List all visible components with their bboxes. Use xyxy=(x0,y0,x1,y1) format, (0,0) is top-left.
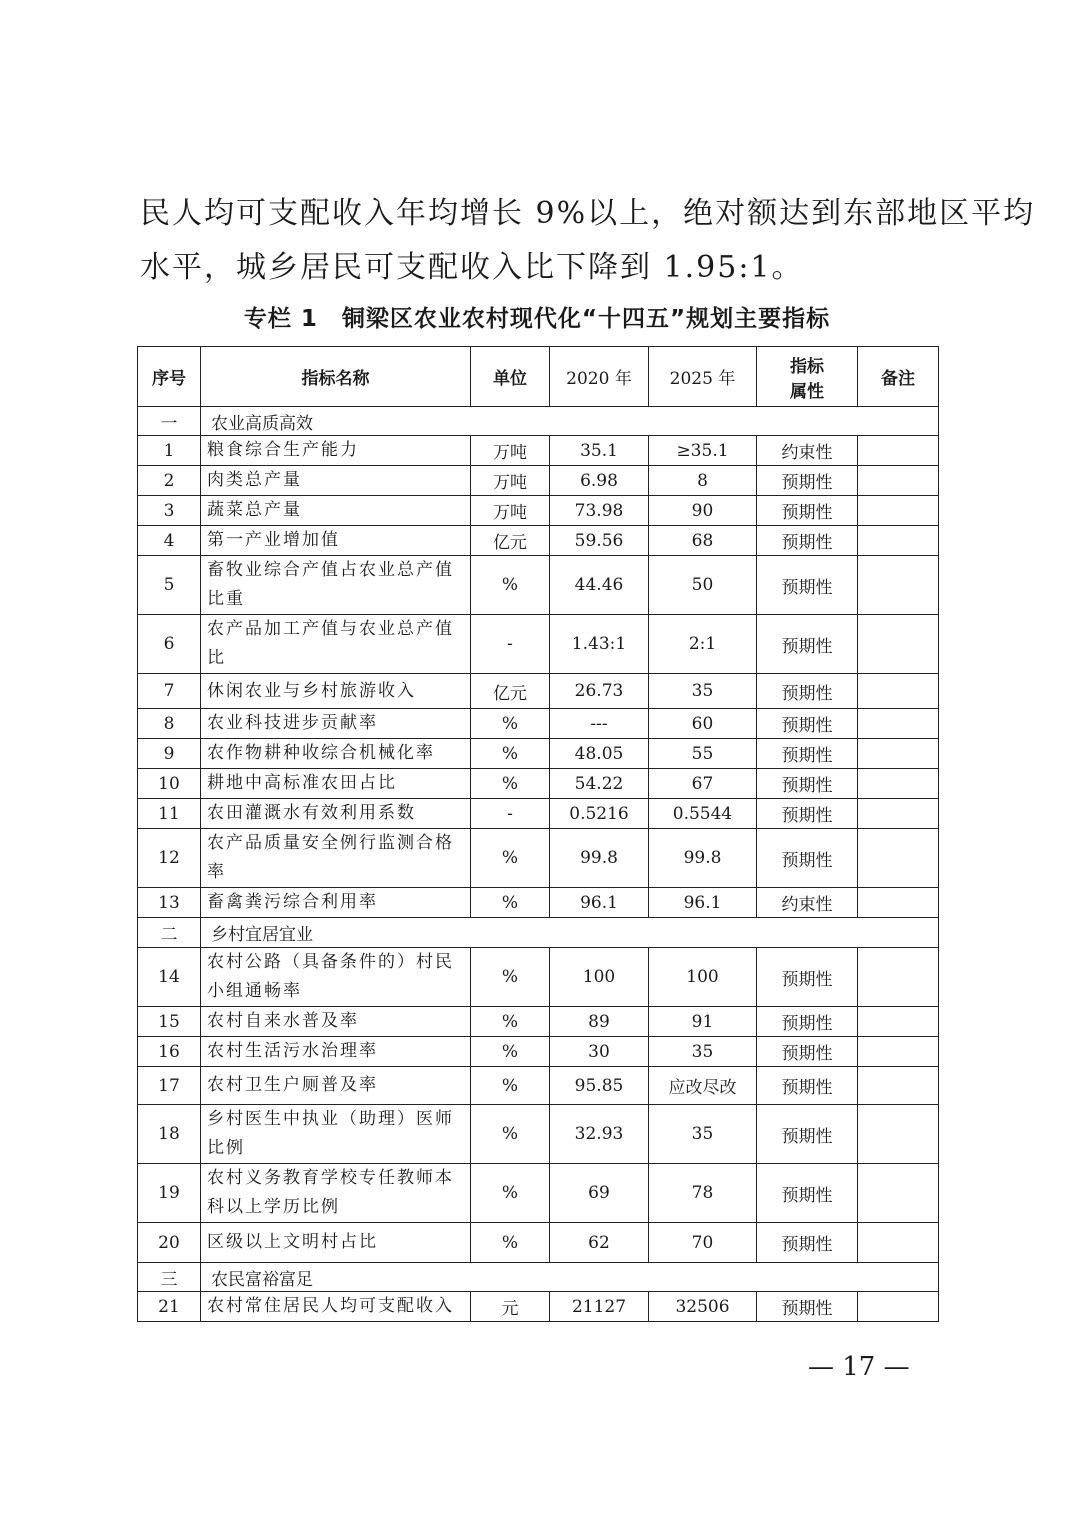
row-number: 15 xyxy=(138,1007,201,1037)
section-row xyxy=(138,918,939,948)
attribute-cell: 预期性 xyxy=(757,556,858,615)
attribute-cell: 预期性 xyxy=(757,466,858,496)
paragraph-line-2: 水平，城乡居民可支配收入比下降到 1.95:1。 xyxy=(140,250,804,285)
row-number: 10 xyxy=(138,769,201,799)
value-2025: 100 xyxy=(649,948,757,1007)
note-cell xyxy=(858,829,939,888)
table-row xyxy=(138,556,939,615)
unit-cell: % xyxy=(471,829,550,888)
indicator-name: 畜禽粪污综合利用率 xyxy=(201,888,471,918)
note-cell xyxy=(858,769,939,799)
attribute-cell: 预期性 xyxy=(757,1164,858,1223)
value-2025: ≥35.1 xyxy=(649,436,757,466)
header-2020: 2020 年 xyxy=(550,347,649,407)
paragraph-line-1: 民人均可支配收入年均增长 9%以上，绝对额达到东部地区平均 xyxy=(140,196,1036,231)
value-2025: 35 xyxy=(649,1037,757,1067)
attribute-cell: 预期性 xyxy=(757,769,858,799)
value-2020: 35.1 xyxy=(550,436,649,466)
header-attr xyxy=(757,347,858,407)
attribute-cell: 预期性 xyxy=(757,1037,858,1067)
intro-paragraph xyxy=(140,187,1036,295)
unit-cell: 亿元 xyxy=(471,526,550,556)
value-2020: 99.8 xyxy=(550,829,649,888)
unit-cell: 万吨 xyxy=(471,496,550,526)
table-row xyxy=(138,799,939,829)
indicator-name: 农产品加工产值与农业总产值比 xyxy=(201,615,471,674)
attribute-cell: 预期性 xyxy=(757,1223,858,1263)
note-cell xyxy=(858,1292,939,1322)
note-cell xyxy=(858,1223,939,1263)
section-row xyxy=(138,407,939,436)
row-number: 21 xyxy=(138,1292,201,1322)
header-name: 指标名称 xyxy=(201,347,471,407)
attribute-cell: 预期性 xyxy=(757,674,858,709)
note-cell xyxy=(858,466,939,496)
unit-cell: 万吨 xyxy=(471,466,550,496)
note-cell xyxy=(858,674,939,709)
section-title: 农业高质高效 xyxy=(201,407,939,436)
value-2020: 59.56 xyxy=(550,526,649,556)
note-cell xyxy=(858,615,939,674)
row-number: 4 xyxy=(138,526,201,556)
attribute-cell: 预期性 xyxy=(757,615,858,674)
section-number: 二 xyxy=(138,918,201,948)
row-number: 2 xyxy=(138,466,201,496)
value-2025: 60 xyxy=(649,709,757,739)
row-number: 9 xyxy=(138,739,201,769)
indicator-name: 农村常住居民人均可支配收入 xyxy=(201,1292,471,1322)
row-number: 5 xyxy=(138,556,201,615)
table-row xyxy=(138,496,939,526)
table-row xyxy=(138,1105,939,1164)
row-number: 19 xyxy=(138,1164,201,1223)
indicator-table xyxy=(137,346,939,1322)
row-number: 6 xyxy=(138,615,201,674)
unit-cell: 元 xyxy=(471,1292,550,1322)
value-2025: 50 xyxy=(649,556,757,615)
value-2020: 62 xyxy=(550,1223,649,1263)
attribute-cell: 预期性 xyxy=(757,829,858,888)
section-number: 三 xyxy=(138,1263,201,1292)
row-number: 13 xyxy=(138,888,201,918)
value-2020: 21127 xyxy=(550,1292,649,1322)
table-row xyxy=(138,739,939,769)
note-cell xyxy=(858,1067,939,1105)
indicator-name: 肉类总产量 xyxy=(201,466,471,496)
value-2025: 应改尽改 xyxy=(649,1067,757,1105)
row-number: 17 xyxy=(138,1067,201,1105)
value-2025: 8 xyxy=(649,466,757,496)
indicator-name: 粮食综合生产能力 xyxy=(201,436,471,466)
table-body xyxy=(138,407,939,1322)
row-number: 11 xyxy=(138,799,201,829)
note-cell xyxy=(858,1037,939,1067)
value-2020: --- xyxy=(550,709,649,739)
unit-cell: % xyxy=(471,888,550,918)
section-title: 农民富裕富足 xyxy=(201,1263,939,1292)
header-attr-line1: 指标 xyxy=(790,356,824,377)
attribute-cell: 预期性 xyxy=(757,1105,858,1164)
value-2020: 100 xyxy=(550,948,649,1007)
indicator-name: 农作物耕种收综合机械化率 xyxy=(201,739,471,769)
table-row xyxy=(138,948,939,1007)
indicator-name: 蔬菜总产量 xyxy=(201,496,471,526)
row-number: 18 xyxy=(138,1105,201,1164)
value-2025: 2:1 xyxy=(649,615,757,674)
note-cell xyxy=(858,1164,939,1223)
indicator-name: 休闲农业与乡村旅游收入 xyxy=(201,674,471,709)
section-number: 一 xyxy=(138,407,201,436)
unit-cell: % xyxy=(471,1164,550,1223)
section-row xyxy=(138,1263,939,1292)
note-cell xyxy=(858,1105,939,1164)
table-row xyxy=(138,436,939,466)
attribute-cell: 约束性 xyxy=(757,436,858,466)
unit-cell: % xyxy=(471,1223,550,1263)
value-2025: 70 xyxy=(649,1223,757,1263)
row-number: 7 xyxy=(138,674,201,709)
row-number: 16 xyxy=(138,1037,201,1067)
row-number: 1 xyxy=(138,436,201,466)
indicator-name: 农村卫生户厕普及率 xyxy=(201,1067,471,1105)
row-number: 8 xyxy=(138,709,201,739)
indicator-name: 区级以上文明村占比 xyxy=(201,1223,471,1263)
note-cell xyxy=(858,496,939,526)
attribute-cell: 约束性 xyxy=(757,888,858,918)
header-unit: 单位 xyxy=(471,347,550,407)
attribute-cell: 预期性 xyxy=(757,709,858,739)
unit-cell: % xyxy=(471,1067,550,1105)
value-2025: 99.8 xyxy=(649,829,757,888)
table-row xyxy=(138,466,939,496)
indicator-name: 畜牧业综合产值占农业总产值比重 xyxy=(201,556,471,615)
note-cell xyxy=(858,526,939,556)
value-2020: 1.43:1 xyxy=(550,615,649,674)
header-note: 备注 xyxy=(858,347,939,407)
table-title: 专栏 1 铜梁区农业农村现代化“十四五”规划主要指标 xyxy=(243,306,831,332)
table-row xyxy=(138,1164,939,1223)
unit-cell: 万吨 xyxy=(471,436,550,466)
unit-cell: % xyxy=(471,739,550,769)
table-row xyxy=(138,1292,939,1322)
attribute-cell: 预期性 xyxy=(757,948,858,1007)
value-2025: 78 xyxy=(649,1164,757,1223)
value-2020: 96.1 xyxy=(550,888,649,918)
indicator-name: 第一产业增加值 xyxy=(201,526,471,556)
table-row xyxy=(138,526,939,556)
indicator-name: 农村义务教育学校专任教师本科以上学历比例 xyxy=(201,1164,471,1223)
note-cell xyxy=(858,1007,939,1037)
unit-cell: - xyxy=(471,799,550,829)
unit-cell: % xyxy=(471,1037,550,1067)
table-row xyxy=(138,1067,939,1105)
value-2025: 35 xyxy=(649,1105,757,1164)
note-cell xyxy=(858,948,939,1007)
note-cell xyxy=(858,556,939,615)
indicator-name: 农田灌溉水有效利用系数 xyxy=(201,799,471,829)
value-2020: 30 xyxy=(550,1037,649,1067)
value-2025: 68 xyxy=(649,526,757,556)
indicator-name: 农村公路（具备条件的）村民小组通畅率 xyxy=(201,948,471,1007)
page-number-text: — 17 — xyxy=(808,1352,910,1382)
value-2020: 44.46 xyxy=(550,556,649,615)
unit-cell: % xyxy=(471,709,550,739)
value-2020: 54.22 xyxy=(550,769,649,799)
unit-cell: % xyxy=(471,1105,550,1164)
attribute-cell: 预期性 xyxy=(757,739,858,769)
note-cell xyxy=(858,739,939,769)
indicator-name: 耕地中高标准农田占比 xyxy=(201,769,471,799)
table-row xyxy=(138,709,939,739)
value-2025: 32506 xyxy=(649,1292,757,1322)
attribute-cell: 预期性 xyxy=(757,1007,858,1037)
value-2025: 96.1 xyxy=(649,888,757,918)
note-cell xyxy=(858,436,939,466)
note-cell xyxy=(858,888,939,918)
unit-cell: % xyxy=(471,948,550,1007)
attribute-cell: 预期性 xyxy=(757,799,858,829)
indicator-name: 农村生活污水治理率 xyxy=(201,1037,471,1067)
value-2025: 35 xyxy=(649,674,757,709)
table-header-row xyxy=(138,347,939,407)
unit-cell: % xyxy=(471,769,550,799)
header-seq: 序号 xyxy=(138,347,201,407)
table-row xyxy=(138,1037,939,1067)
header-2025: 2025 年 xyxy=(649,347,757,407)
indicator-name: 农村自来水普及率 xyxy=(201,1007,471,1037)
table-row xyxy=(138,1223,939,1263)
table-row xyxy=(138,769,939,799)
value-2020: 26.73 xyxy=(550,674,649,709)
table-row xyxy=(138,615,939,674)
indicator-name: 农业科技进步贡献率 xyxy=(201,709,471,739)
row-number: 20 xyxy=(138,1223,201,1263)
unit-cell: 亿元 xyxy=(471,674,550,709)
value-2025: 90 xyxy=(649,496,757,526)
row-number: 12 xyxy=(138,829,201,888)
attribute-cell: 预期性 xyxy=(757,526,858,556)
attribute-cell: 预期性 xyxy=(757,1067,858,1105)
value-2020: 89 xyxy=(550,1007,649,1037)
table-row xyxy=(138,829,939,888)
value-2020: 73.98 xyxy=(550,496,649,526)
value-2020: 0.5216 xyxy=(550,799,649,829)
section-title: 乡村宜居宜业 xyxy=(201,918,939,948)
row-number: 3 xyxy=(138,496,201,526)
row-number: 14 xyxy=(138,948,201,1007)
table-row xyxy=(138,674,939,709)
value-2020: 95.85 xyxy=(550,1067,649,1105)
value-2020: 32.93 xyxy=(550,1105,649,1164)
attribute-cell: 预期性 xyxy=(757,1292,858,1322)
value-2025: 67 xyxy=(649,769,757,799)
note-cell xyxy=(858,709,939,739)
value-2020: 6.98 xyxy=(550,466,649,496)
table-row xyxy=(138,888,939,918)
attribute-cell: 预期性 xyxy=(757,496,858,526)
value-2025: 55 xyxy=(649,739,757,769)
value-2020: 69 xyxy=(550,1164,649,1223)
value-2025: 0.5544 xyxy=(649,799,757,829)
indicator-name: 乡村医生中执业（助理）医师比例 xyxy=(201,1105,471,1164)
unit-cell: % xyxy=(471,556,550,615)
value-2025: 91 xyxy=(649,1007,757,1037)
note-cell xyxy=(858,799,939,829)
unit-cell: - xyxy=(471,615,550,674)
table-row xyxy=(138,1007,939,1037)
header-attr-line2: 属性 xyxy=(790,381,824,402)
unit-cell: % xyxy=(471,1007,550,1037)
indicator-name: 农产品质量安全例行监测合格率 xyxy=(201,829,471,888)
value-2020: 48.05 xyxy=(550,739,649,769)
